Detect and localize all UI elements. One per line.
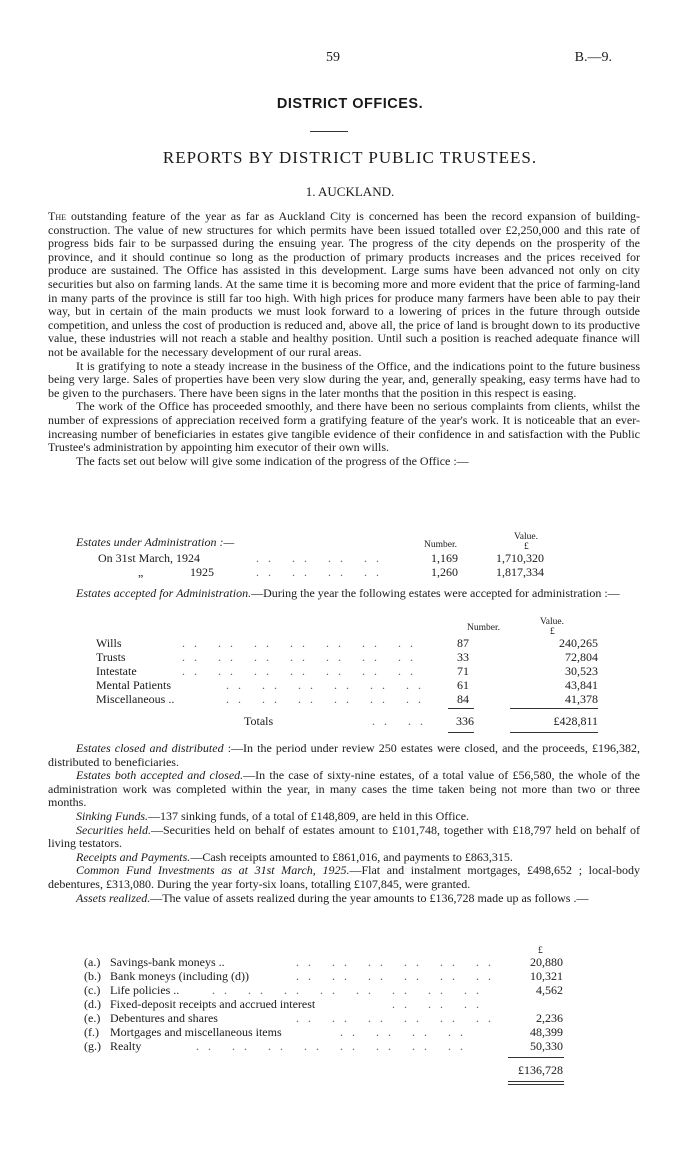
total-rule bbox=[510, 708, 598, 709]
total-rule bbox=[508, 1057, 564, 1058]
accepted-label: Mental Patients bbox=[96, 678, 171, 692]
admin-row-2-value: 1,817,334 bbox=[496, 565, 544, 579]
asset-label: Realty bbox=[110, 1039, 142, 1053]
accepted-value: 72,804 bbox=[565, 650, 598, 664]
accepted-value: 41,378 bbox=[565, 692, 598, 706]
paragraph-sinking-funds bbox=[48, 810, 640, 824]
leader-dots: .. .. .. .. .. .. bbox=[226, 678, 430, 692]
paragraph-estates-closed bbox=[48, 742, 640, 769]
assets-unit: £ bbox=[538, 946, 543, 956]
accepted-number: 87 bbox=[457, 636, 469, 650]
paragraph-assets-realized bbox=[48, 892, 640, 906]
asset-value: 4,562 bbox=[536, 983, 563, 997]
asset-label: Fixed-deposit receipts and accrued interest bbox=[110, 997, 316, 1011]
leader-dots: .. .. .. .. .. .. .. .. bbox=[212, 983, 488, 997]
asset-label: Savings-bank moneys .. bbox=[110, 955, 225, 969]
asset-value: 50,330 bbox=[530, 1039, 563, 1053]
paragraph-securities bbox=[48, 824, 640, 851]
accepted-number: 84 bbox=[457, 692, 469, 706]
paragraph-4: The facts set out below will give some indication of the progress of the Office :— bbox=[76, 453, 469, 468]
paragraph-2: It is gratifying to note a steady increase in the business of the Office, and the indications point to the future business being very large. Sales of properties have been very slow during the year, and, generally speaking, easy terms have had to be given to the purchasers. There have been signs in the later months that the position in this respect is easing. bbox=[48, 358, 640, 400]
admin-row-2-number: 1,260 bbox=[431, 565, 458, 579]
paragraph-receipts bbox=[48, 851, 640, 865]
estates-accepted-text: —During the year the following estates were accepted for administration :— bbox=[251, 586, 620, 600]
leader-dots: .. .. .. .. bbox=[256, 565, 388, 579]
asset-key: (d.) bbox=[84, 997, 101, 1011]
accepted-col-value-unit: £ bbox=[550, 627, 555, 637]
leader-dots: .. .. .. .. .. .. .. bbox=[182, 636, 422, 650]
para-text: —The value of assets realized during the year amounts to £136,728 made up as follows .— bbox=[150, 890, 589, 905]
para-lead: Common Fund Investments as at 31st March, 1925. bbox=[76, 863, 350, 878]
paragraph-common-fund bbox=[48, 864, 640, 891]
total-double-rule bbox=[508, 1081, 564, 1082]
asset-label: Life policies .. bbox=[110, 983, 180, 997]
asset-key: (b.) bbox=[84, 969, 101, 983]
leader-dots: .. .. .. bbox=[392, 997, 488, 1011]
col-number-heading: Number. bbox=[424, 540, 457, 550]
document-reference: B.—9. bbox=[574, 50, 612, 65]
asset-value: 48,399 bbox=[530, 1025, 563, 1039]
totals-value: £428,811 bbox=[553, 714, 598, 728]
leader-dots: .. .. .. .. .. .. bbox=[296, 969, 500, 983]
totals-number: 336 bbox=[456, 714, 474, 728]
leader-dots: .. .. .. .. bbox=[340, 1025, 472, 1039]
title-divider bbox=[310, 131, 348, 132]
para-lead: Assets realized. bbox=[76, 890, 151, 905]
para-lead: Sinking Funds. bbox=[76, 808, 148, 823]
page-number: 59 bbox=[326, 50, 340, 65]
estates-accepted-lead: Estates accepted for Administration. bbox=[76, 586, 252, 600]
para-lead: Receipts and Payments. bbox=[76, 849, 191, 864]
admin-row-2-prefix: „ bbox=[138, 565, 144, 579]
leader-dots: .. .. bbox=[372, 714, 432, 728]
district-heading: 1. AUCKLAND. bbox=[305, 184, 395, 199]
leader-dots: .. .. .. .. .. .. bbox=[296, 955, 500, 969]
para-text: :—In the period under review 250 estates were closed, and the proceeds, £196,382, distributed to beneficiaries. bbox=[48, 741, 640, 769]
asset-value: 10,321 bbox=[530, 969, 563, 983]
admin-row-1-value: 1,710,320 bbox=[496, 551, 544, 565]
accepted-col-value: Value. bbox=[540, 617, 565, 627]
para-text: —In the case of sixty-nine estates, of a total value of £56,580, the whole of the administration work was completed within the year, in many cases the time taken being not more than two or three months. bbox=[48, 768, 640, 810]
paragraph-accepted-closed bbox=[48, 769, 640, 810]
accepted-number: 71 bbox=[457, 664, 469, 678]
asset-key: (a.) bbox=[84, 955, 101, 969]
drop-lead: The bbox=[48, 209, 66, 223]
totals-label: Totals bbox=[244, 714, 274, 728]
accepted-label: Miscellaneous .. bbox=[96, 692, 175, 706]
accepted-label: Wills bbox=[96, 636, 122, 650]
asset-key: (f.) bbox=[84, 1025, 99, 1039]
estates-accepted-paragraph bbox=[48, 587, 640, 601]
total-double-rule bbox=[510, 732, 598, 733]
para-lead: Estates both accepted and closed. bbox=[76, 768, 244, 783]
col-value-heading: Value. bbox=[514, 532, 539, 542]
para-lead: Securities held. bbox=[76, 822, 151, 837]
assets-total: £136,728 bbox=[518, 1063, 563, 1077]
leader-dots: .. .. .. .. .. .. bbox=[226, 692, 430, 706]
accepted-value: 43,841 bbox=[565, 678, 598, 692]
para-text: —Securities held on behalf of estates amount to £101,748, together with £18,797 held on behalf of living testators. bbox=[48, 822, 641, 851]
leader-dots: .. .. .. .. .. .. .. bbox=[182, 650, 422, 664]
report-title: REPORTS BY DISTRICT PUBLIC TRUSTEES. bbox=[162, 148, 538, 167]
para-lead: Estates closed and distributed bbox=[76, 741, 224, 755]
admin-row-2-label: 1925 bbox=[190, 565, 214, 579]
paragraph-1 bbox=[48, 210, 640, 360]
para-text: —Flat and instalment mortgages, £498,652 ; local-body debentures, £313,080. During the year forty-six loans, totalling £107,845, were granted. bbox=[48, 863, 640, 891]
accepted-label: Intestate bbox=[96, 664, 137, 678]
total-double-rule bbox=[508, 1084, 564, 1085]
asset-label: Debentures and shares bbox=[110, 1011, 218, 1025]
para-text: —Cash receipts amounted to £861,016, and payments to £863,315. bbox=[190, 849, 513, 864]
asset-value: 20,880 bbox=[530, 955, 563, 969]
intro-text bbox=[48, 210, 640, 468]
leader-dots: .. .. .. .. .. .. bbox=[296, 1011, 500, 1025]
admin-row-1-label: On 31st March, 1924 bbox=[98, 551, 200, 565]
col-value-unit: £ bbox=[524, 542, 529, 552]
leader-dots: .. .. .. .. bbox=[256, 551, 388, 565]
paragraph-1-text: outstanding feature of the year as far as Auckland City is concerned has been the record expansion of building-construction. The value of new structures for which permits have been issued totalled over £2,250,000 and this rate of progress bids fair to be surpassed during the ensuing year. The progress of the city depends on the prosperity of the province, and it should continue so long as the production of primary products increases and the prices received for produce are sustained. The Office has assisted in this development. Large sums have been advanced not only on city securities but also on farming lands. At the same time it is becoming more and more evident that the price of farming-land in many parts of the province is still far too high. With high prices for produce many farmers have been able to pay their way, but in certain of the main products we must look forward to a lowering of prices in the future through outside competition, and unless the cost of production is reduced and, above all, the price of land is brought down to its productive value, these industries will not reach a stable and healthy position. Until such a position is reached adequate finance will not be available for the necessary development of our rural areas. bbox=[48, 209, 640, 359]
leader-dots: .. .. .. .. .. .. .. bbox=[182, 664, 422, 678]
accepted-number: 33 bbox=[457, 650, 469, 664]
total-double-rule bbox=[448, 732, 474, 733]
accepted-number: 61 bbox=[457, 678, 469, 692]
asset-key: (e.) bbox=[84, 1011, 101, 1025]
paragraph-3: The work of the Office has proceeded smoothly, and there have been no serious complaints from clients, whilst the number of expressions of appreciation received form a gratifying feature of the year's work. It is noticeable that an ever-increasing number of beneficiaries in estates give tangible evidence of their confidence in and satisfaction with the Public Trustee's administration by appointing him executor of their own wills. bbox=[48, 399, 640, 455]
section-title: DISTRICT OFFICES. bbox=[276, 96, 424, 112]
asset-key: (g.) bbox=[84, 1039, 101, 1053]
accepted-value: 240,265 bbox=[559, 636, 598, 650]
accepted-col-number: Number. bbox=[467, 623, 500, 633]
asset-label: Mortgages and miscellaneous items bbox=[110, 1025, 282, 1039]
estates-under-admin-label: Estates under Administration :— bbox=[76, 535, 235, 549]
further-paragraphs bbox=[48, 742, 640, 905]
total-rule bbox=[448, 708, 474, 709]
leader-dots: .. .. .. .. .. .. .. .. bbox=[196, 1039, 472, 1053]
asset-label: Bank moneys (including (d)) bbox=[110, 969, 249, 983]
admin-row-1-number: 1,169 bbox=[431, 551, 458, 565]
asset-value: 2,236 bbox=[536, 1011, 563, 1025]
asset-key: (c.) bbox=[84, 983, 101, 997]
accepted-value: 30,523 bbox=[565, 664, 598, 678]
para-text: —137 sinking funds, of a total of £148,809, are held in this Office. bbox=[148, 808, 470, 823]
accepted-label: Trusts bbox=[96, 650, 126, 664]
